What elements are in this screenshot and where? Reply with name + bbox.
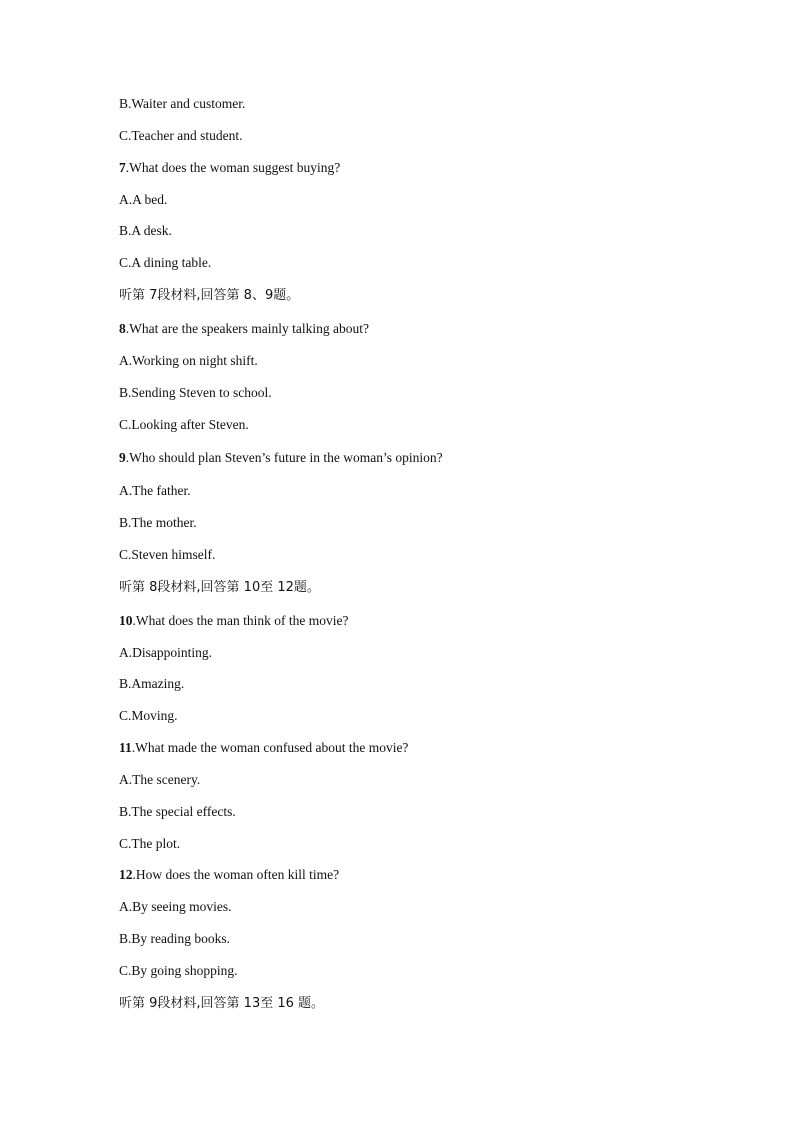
- option-line: A.By seeing movies.: [119, 899, 232, 914]
- option-line: B.Sending Steven to school.: [119, 385, 272, 400]
- question-text: .Who should plan Steven’s future in the woman’s opinion?: [125, 450, 443, 465]
- option-line: C.By going shopping.: [119, 963, 238, 978]
- option-line: C.Teacher and student.: [119, 128, 243, 143]
- option-line: B.The special effects.: [119, 804, 236, 819]
- question-line: [119, 450, 443, 466]
- section-instruction: 听第 9段材料,回答第 13至 16 题。: [119, 996, 325, 1011]
- question-number: 12: [119, 867, 133, 882]
- section-instruction: 听第 7段材料,回答第 8、9题。: [119, 288, 300, 303]
- option-line: B.A desk.: [119, 223, 172, 238]
- option-line: A.Working on night shift.: [119, 353, 258, 368]
- question-line: [119, 321, 369, 337]
- question-text: .What does the man think of the movie?: [132, 613, 349, 628]
- question-line: [119, 160, 340, 176]
- question-number: 10: [119, 613, 133, 628]
- section-instruction: 听第 8段材料,回答第 10至 12题。: [119, 580, 320, 595]
- question-line: [119, 613, 348, 629]
- question-line: [119, 740, 408, 756]
- question-line: [119, 867, 339, 883]
- option-line: A.Disappointing.: [119, 645, 212, 660]
- option-line: C.A dining table.: [119, 255, 212, 270]
- option-line: A.A bed.: [119, 192, 168, 207]
- question-text: .What does the woman suggest buying?: [125, 160, 341, 175]
- question-number: 11: [119, 740, 132, 755]
- option-line: C.The plot.: [119, 836, 181, 851]
- question-text: .What made the woman confused about the movie?: [131, 740, 409, 755]
- question-number: 9: [119, 450, 126, 465]
- option-line: B.By reading books.: [119, 931, 230, 946]
- question-text: .What are the speakers mainly talking about?: [125, 321, 370, 336]
- question-text: .How does the woman often kill time?: [132, 867, 340, 882]
- option-line: C.Moving.: [119, 708, 178, 723]
- option-line: B.Amazing.: [119, 676, 185, 691]
- option-line: C.Steven himself.: [119, 547, 216, 562]
- option-line: B.The mother.: [119, 515, 197, 530]
- question-number: 7: [119, 160, 126, 175]
- option-line: A.The father.: [119, 483, 191, 498]
- option-line: A.The scenery.: [119, 772, 201, 787]
- question-number: 8: [119, 321, 126, 336]
- option-line: C.Looking after Steven.: [119, 417, 249, 432]
- option-line: B.Waiter and customer.: [119, 96, 246, 111]
